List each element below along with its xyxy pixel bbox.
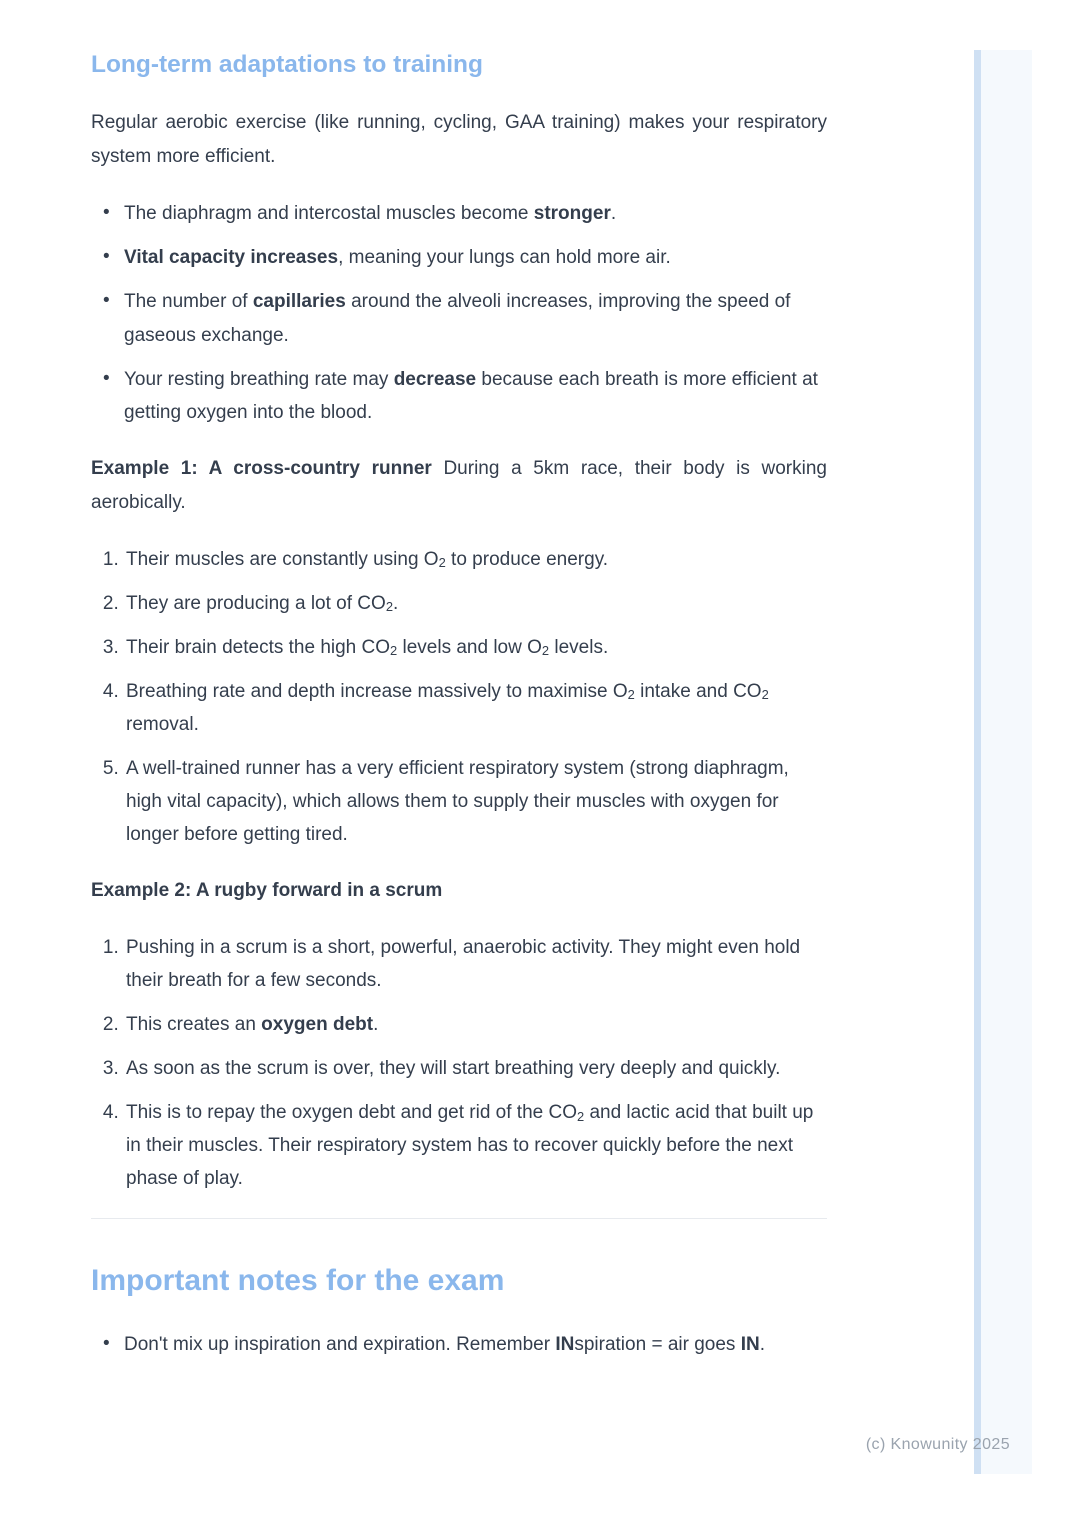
copyright-footer: (c) Knowunity 2025 — [865, 1436, 1010, 1453]
list-item: 1. Pushing in a scrum is a short, powerful, anaerobic activity. They might even hold their breath for a few seconds. — [124, 931, 827, 997]
list-item: • Don't mix up inspiration and expiration. Remember INspiration = air goes IN. — [124, 1328, 827, 1361]
list-item: 3. Their brain detects the high $CO_2$ levels and low $O_2$ levels. — [124, 631, 827, 664]
list-item: • The diaphragm and intercostal muscles become stronger. — [124, 197, 827, 230]
list-item: 4. Breathing rate and depth increase massively to maximise $O_2$ intake and $CO_2$ removal. — [124, 675, 827, 741]
section-heading-exam-notes: Important notes for the exam — [91, 1264, 505, 1298]
document-content — [91, 50, 827, 1384]
list-item: • Your resting breathing rate may decrease because each breath is more efficient at getting oxygen into the blood. — [124, 363, 827, 429]
list-item: • The number of capillaries around the alveoli increases, improving the speed of gaseous exchange. — [124, 285, 827, 351]
example1-paragraph: Example 1: A cross-country runner During a 5km race, their body is working aerobically. — [91, 457, 827, 513]
list-item: 2. This creates an oxygen debt. — [124, 1008, 827, 1041]
section-divider — [91, 1218, 827, 1219]
adaptations-list — [91, 197, 827, 428]
intro-paragraph: Regular aerobic exercise (like running, cycling, GAA training) makes your respiratory system more efficient. — [91, 112, 827, 168]
exam-notes-list — [91, 1328, 827, 1361]
list-item: • Vital capacity increases, meaning your lungs can hold more air. — [124, 241, 827, 274]
example2-steps-list — [91, 931, 827, 1195]
example2-heading: Example 2: A rugby forward in a scrum — [91, 880, 443, 902]
list-item: 1. Their muscles are constantly using $O_2$ to produce energy. — [124, 543, 827, 576]
list-item: 2. They are producing a lot of $CO_2$. — [124, 587, 827, 620]
example1-steps-list — [91, 543, 827, 851]
list-item: 3. As soon as the scrum is over, they will start breathing very deeply and quickly. — [124, 1052, 827, 1085]
list-item: 4. This is to repay the oxygen debt and get rid of the $CO_2$ and lactic acid that built up in their muscles. Their respiratory system has to recover quickly before the next phase of play. — [124, 1096, 827, 1195]
list-item: 5. A well-trained runner has a very efficient respiratory system (strong diaphragm, high vital capacity), which allows them to supply their muscles with oxygen for longer before getting tired. — [124, 752, 827, 851]
page-edge-decoration — [974, 50, 1032, 1474]
section-heading-adaptations: Long-term adaptations to training — [91, 51, 483, 78]
